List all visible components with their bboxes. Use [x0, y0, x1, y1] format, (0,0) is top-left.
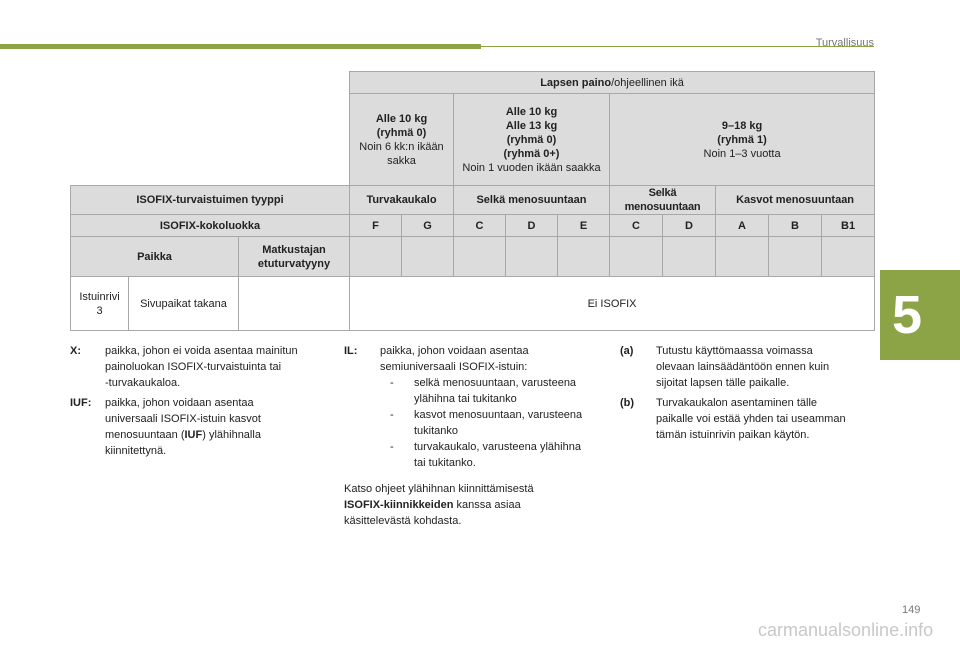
type-label: ISOFIX-turvaistuimen tyyppi [71, 186, 350, 215]
note-b: (b) Turvakaukalon asentaminen tälle paikalle voi estää yhden tai useamman tämän istuinrivin paikan käytön. [620, 397, 846, 441]
class-row [71, 215, 875, 237]
airbag-cell [239, 277, 350, 331]
chapter-tab [880, 270, 960, 360]
table-row [71, 277, 875, 331]
see-also-paragraph: Katso ohjeet ylähihnan kiinnittämisestä ISOFIX-kiinnikkeiden kanssa asiaa käsittelevästä kohdasta. [344, 483, 534, 527]
weight-group-0: Alle 10 kg (ryhmä 0) Noin 6 kk:n ikään sakka [350, 94, 454, 186]
class-label: ISOFIX-kokoluokka [71, 215, 350, 237]
empty-cell [663, 237, 716, 277]
empty-cell [454, 237, 506, 277]
empty-cell [402, 237, 454, 277]
place-label: Paikka [71, 237, 239, 277]
empty-cell [558, 237, 610, 277]
page-number: 149 [902, 604, 921, 616]
notes-column-1 [70, 343, 320, 463]
type-carrycot: Turvakaukalo [350, 186, 454, 215]
list-item: - selkä menosuuntaan, varusteena ylähihna tai tukitanko [390, 377, 577, 405]
class-cell: G [402, 215, 454, 237]
class-cell: C [610, 215, 663, 237]
header-accent-bar [0, 44, 481, 49]
isofix-table [70, 71, 875, 331]
list-item: - kasvot menosuuntaan, varusteena tukitanko [390, 409, 583, 437]
notes-column-3 [620, 343, 870, 447]
place-header-row [71, 237, 875, 277]
note-iuf: IUF: paikka, johon voidaan asentaa universaali ISOFIX-istuin kasvot menosuuntaan (IUF) ylähihnalla kiinnitettynä. [70, 397, 261, 457]
class-cell: C [454, 215, 506, 237]
weight-group-0plus: Alle 10 kg Alle 13 kg (ryhmä 0) (ryhmä 0+) Noin 1 vuoden ikään saakka [454, 94, 610, 186]
class-cell: E [558, 215, 610, 237]
chapter-number: 5 [892, 285, 923, 345]
note-il: IL: paikka, johon voidaan asentaa semiuniversaali ISOFIX-istuin: - selkä menosuuntaan, varusteena ylähihna tai tukitanko - kasvot menosuuntaan, varusteena tukitanko - turvakaukalo, varusteena ylähihna tai tukitanko. [344, 345, 583, 469]
class-cell: F [350, 215, 402, 237]
weight-row [71, 94, 875, 186]
airbag-label: Matkustajan etuturvatyyny [239, 237, 350, 277]
seat-row-cell: Istuinrivi 3 [71, 277, 129, 331]
no-isofix-cell: Ei ISOFIX [350, 277, 875, 331]
note-x: X: paikka, johon ei voida asentaa mainitun painoluokan ISOFIX-turvaistuinta tai -turvakaukaloa. [70, 345, 298, 389]
type-rear-facing-2: Selkä menosuuntaan [610, 186, 716, 215]
weight-group-1: 9–18 kg (ryhmä 1) Noin 1–3 vuotta [610, 94, 875, 186]
type-forward-facing: Kasvot menosuuntaan [716, 186, 875, 215]
empty-cell [350, 237, 402, 277]
empty-cell [506, 237, 558, 277]
class-cell: D [506, 215, 558, 237]
class-cell: B [769, 215, 822, 237]
weight-header-row [71, 72, 875, 94]
empty-cell [716, 237, 769, 277]
weight-header: Lapsen paino/ohjeellinen ikä [350, 72, 875, 94]
class-cell: D [663, 215, 716, 237]
empty-cell [769, 237, 822, 277]
type-rear-facing: Selkä menosuuntaan [454, 186, 610, 215]
notes-column-2 [344, 343, 599, 529]
watermark: carmanualsonline.info [758, 620, 934, 640]
list-item: - turvakaukalo, varusteena ylähihna tai tukitanko. [390, 441, 581, 469]
empty-cell [610, 237, 663, 277]
empty-cell [822, 237, 875, 277]
section-title: Turvallisuus [815, 37, 874, 49]
note-a: (a) Tutustu käyttömaassa voimassa olevaan lainsäädäntöön ennen kuin sijoitat lapsen tälle paikalle. [620, 345, 830, 389]
class-cell: A [716, 215, 769, 237]
class-cell: B1 [822, 215, 875, 237]
type-row [71, 186, 875, 215]
seat-position: Sivupaikat takana [129, 277, 239, 331]
